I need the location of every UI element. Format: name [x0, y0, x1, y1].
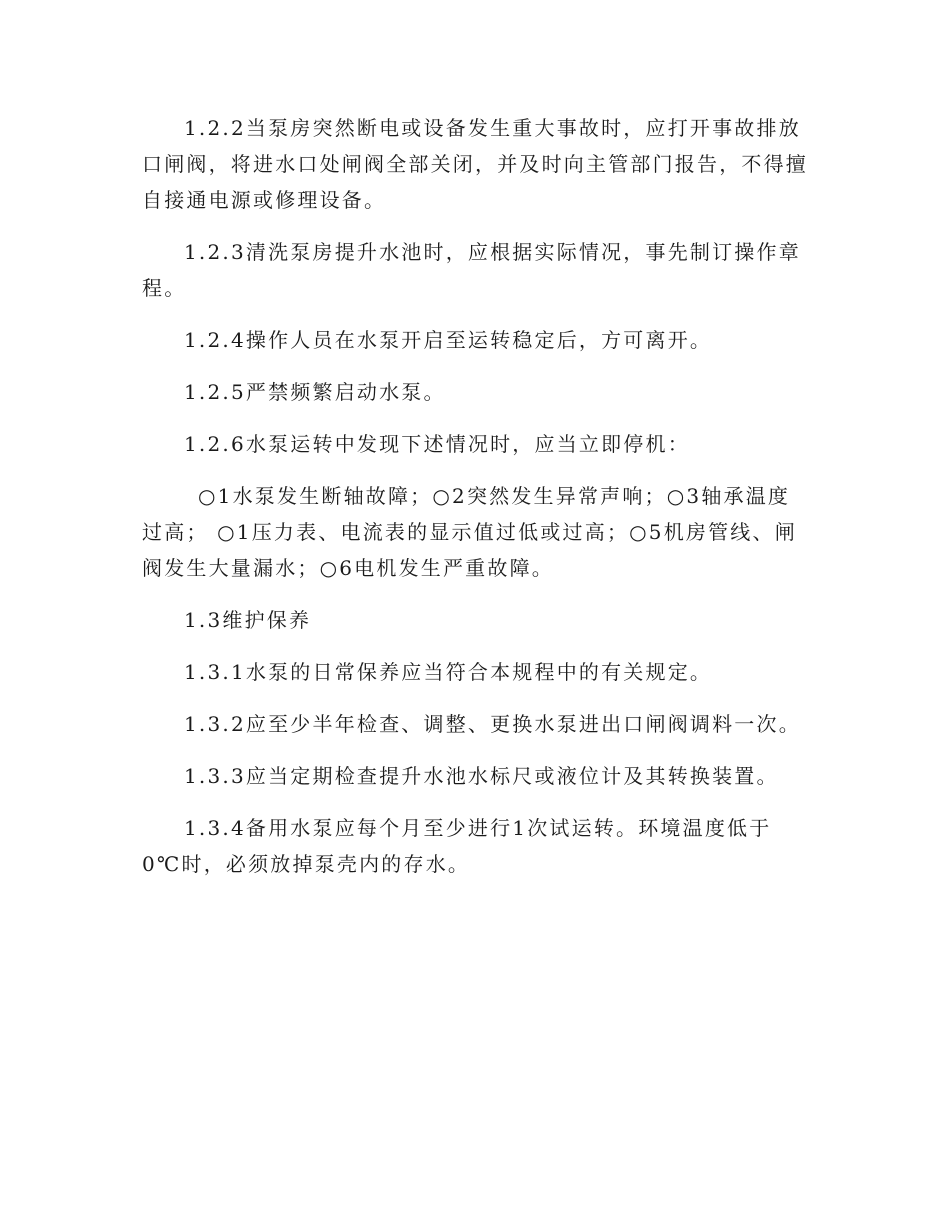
section-heading-1-3: 1.3维护保养: [184, 608, 312, 632]
paragraph-1-2-6: 1.2.6水泵运转中发现下述情况时，应当立即停机：: [184, 432, 690, 456]
paragraph-stop-conditions: ○1水泵发生断轴故障；○2突然发生异常声响；○3轴承温度过高； ○1压力表、电流表的显示值过低或过高；○5机房管线、闸阀发生大量漏水；○6电机发生严重故障。: [142, 484, 797, 580]
paragraph-1-3-3: 1.3.3应当定期检查提升水池水标尺或液位计及其转换装置。: [184, 764, 779, 788]
paragraph-1-3-1: 1.3.1水泵的日常保养应当符合本规程中的有关规定。: [184, 660, 713, 684]
paragraph-1-2-3: 1.2.3清洗泵房提升水池时，应根据实际情况，事先制订操作章程。: [142, 240, 801, 300]
paragraph-1-3-2: 1.3.2应至少半年检查、调整、更换水泵进出口闸阀调料一次。: [184, 712, 801, 736]
paragraph-1-2-4: 1.2.4操作人员在水泵开启至运转稳定后，方可离开。: [184, 328, 713, 352]
paragraph-1-2-5: 1.2.5严禁频繁启动水泵。: [184, 380, 446, 404]
paragraph-1-3-4: 1.3.4备用水泵应每个月至少进行1次试运转。环境温度低于0℃时，必须放掉泵壳内的存水。: [142, 816, 772, 876]
document-body: [142, 110, 810, 898]
paragraph-1-2-2: 1.2.2当泵房突然断电或设备发生重大事故时，应打开事故排放口闸阀，将进水口处闸阀全部关闭，并及时向主管部门报告，不得擅自接通电源或修理设备。: [142, 116, 808, 212]
